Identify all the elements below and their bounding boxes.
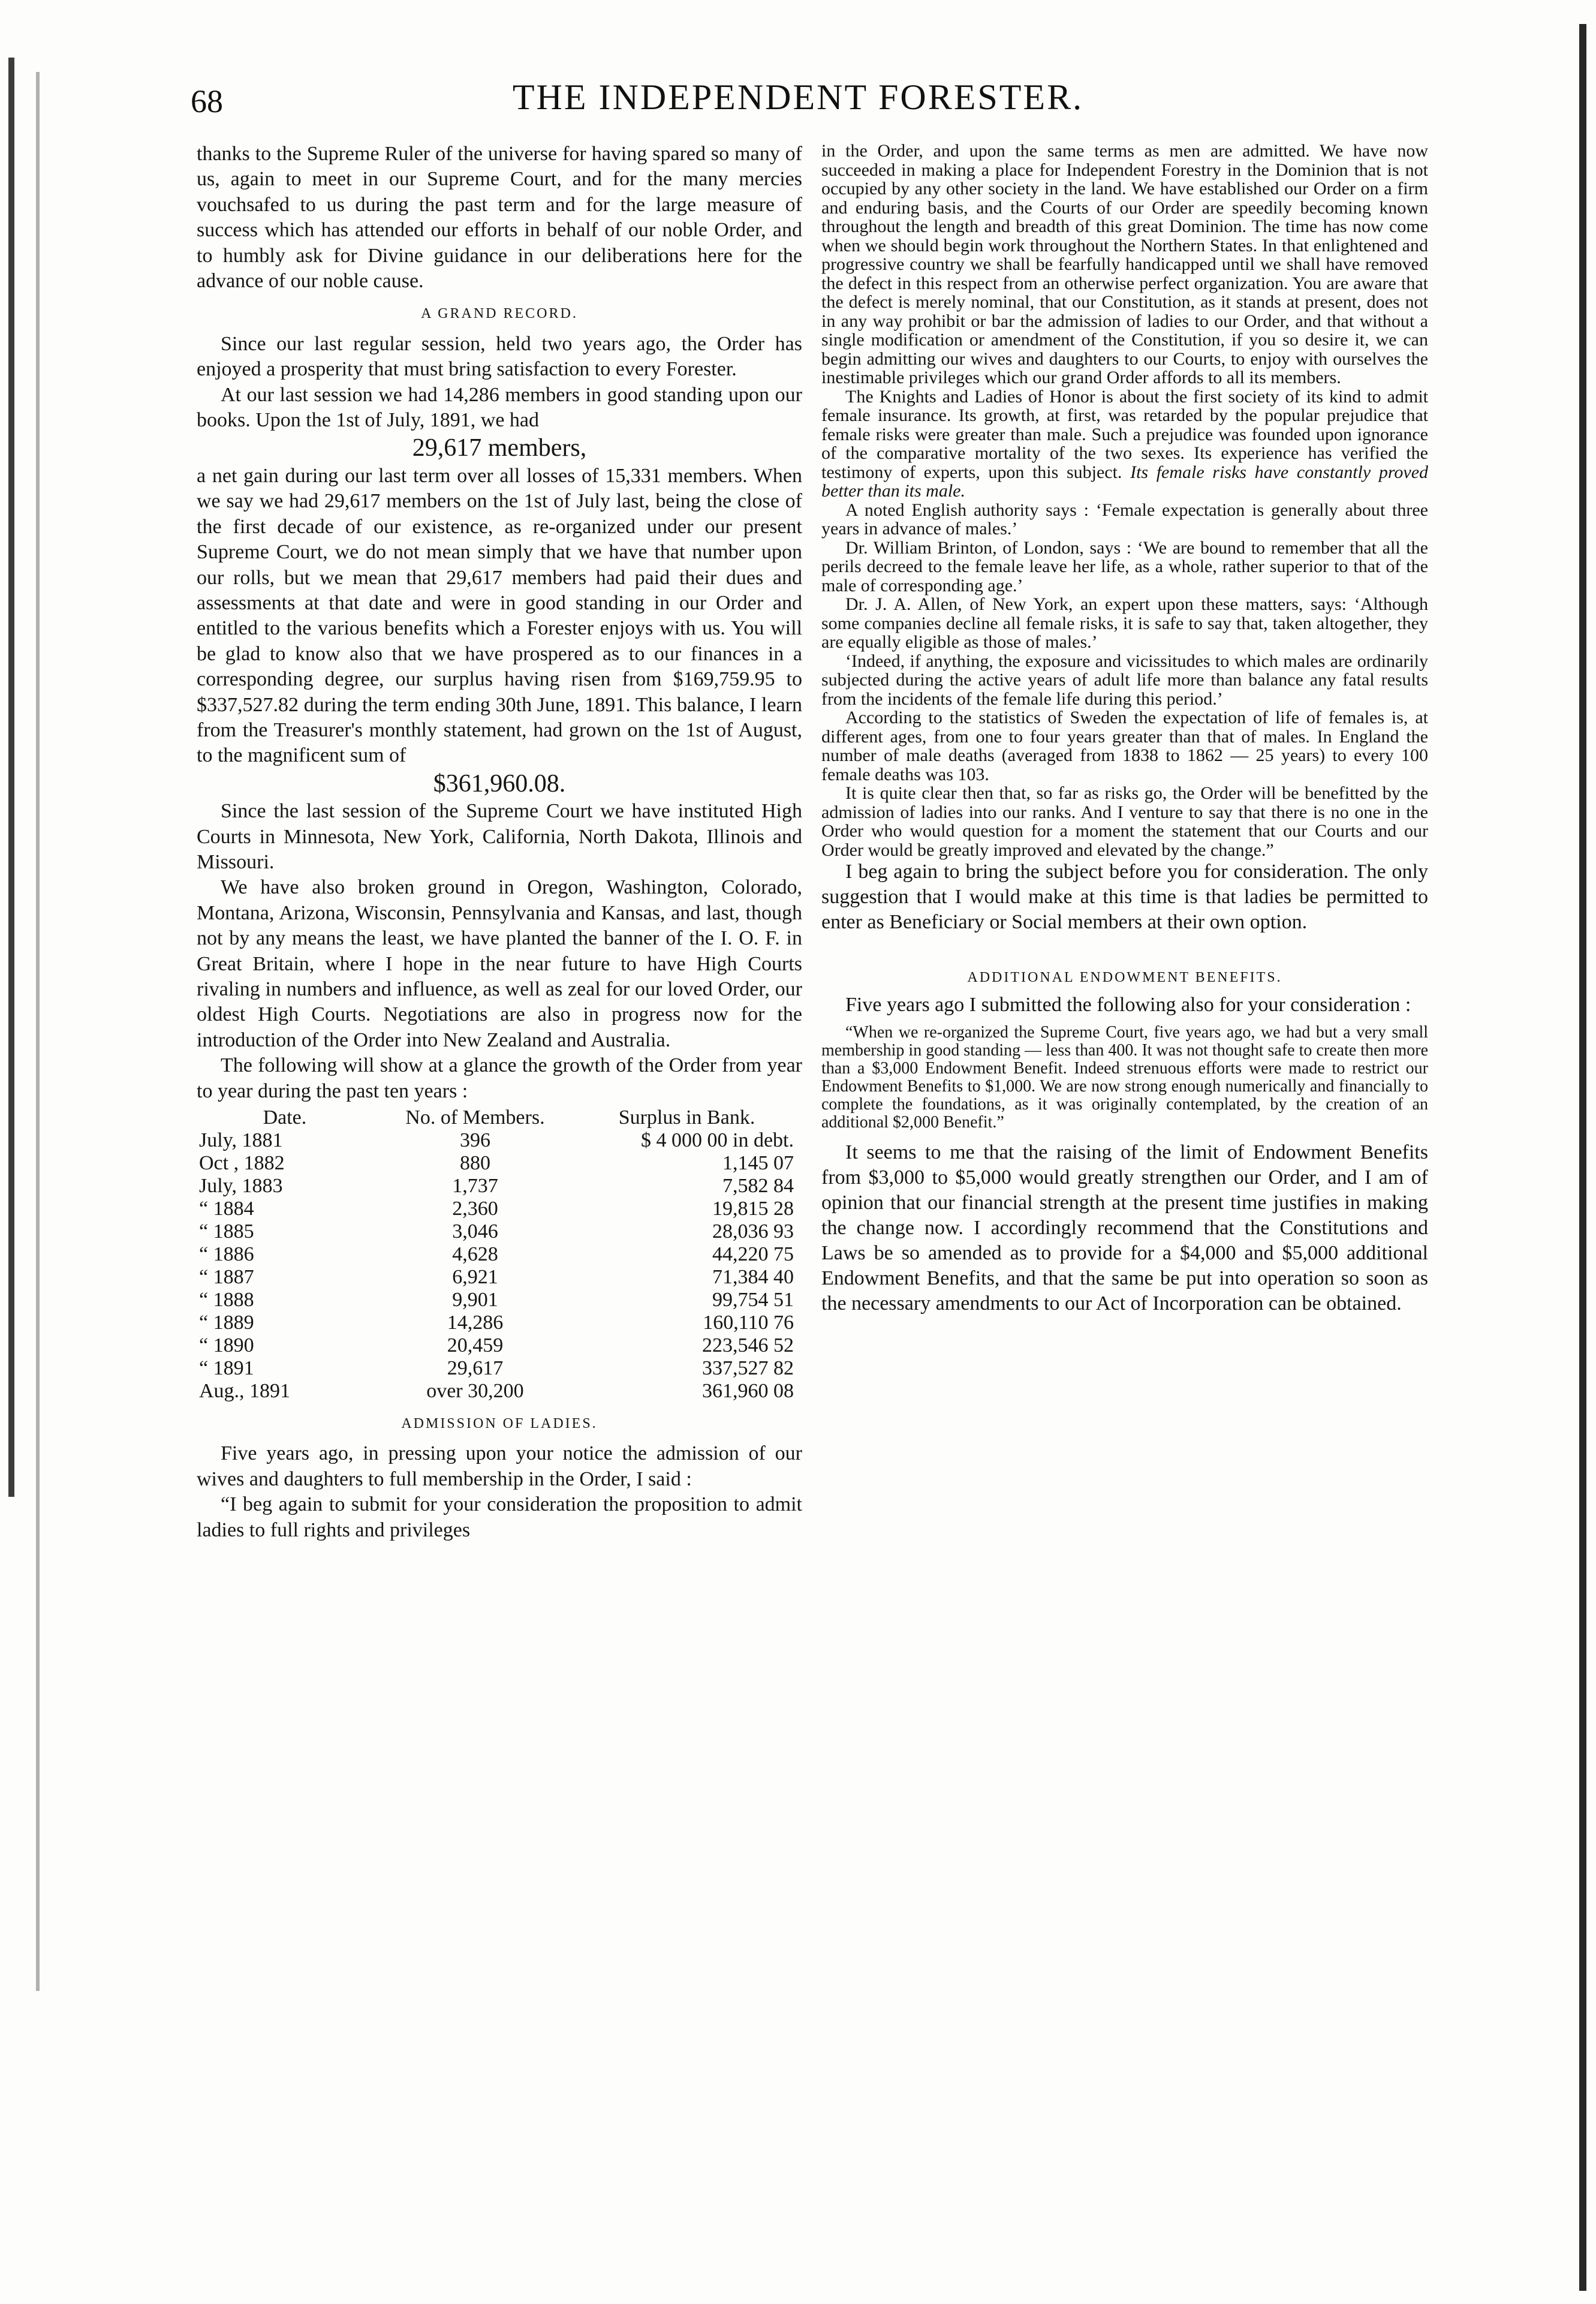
left-column <box>197 142 802 1543</box>
table-header-row <box>197 1106 796 1129</box>
table-cell-surplus: 160,110 76 <box>703 1312 794 1334</box>
table-cell-members: 2,360 <box>452 1198 498 1220</box>
table-row <box>197 1152 796 1175</box>
table-cell-members: 4,628 <box>452 1243 498 1266</box>
table-cell-date: “ 1884 <box>199 1198 254 1220</box>
table-cell-date: “ 1889 <box>199 1312 254 1334</box>
italic-statement: Its female risks have constantly proved better than its male. <box>821 462 1429 501</box>
table-cell-date: Aug., 1891 <box>199 1380 291 1403</box>
table-row <box>197 1312 796 1334</box>
running-title: THE INDEPENDENT FORESTER. <box>512 77 1084 117</box>
table-row <box>197 1289 796 1312</box>
table-row <box>197 1380 796 1403</box>
paragraph: It is quite clear then that, so far as risks go, the Order will be benefitted by the admission of ladies into our ranks. And I venture to say that there is no one in the Order who would question for a moment the statement that our Courts and our Order would be greatly improved and elevated by the change.” <box>821 783 1428 860</box>
section-heading-grand-record: A GRAND RECORD. <box>421 306 578 322</box>
binding-edge-shadow <box>8 58 14 1497</box>
paragraph: Dr. William Brinton, of London, says : ‘We are bound to remember that all the perils decreed to the female leave her life, as a whole, rather superior to that of the male of corresponding age.’ <box>821 537 1428 595</box>
binding-edge-line <box>36 72 40 1991</box>
paragraph: I beg again to bring the subject before you for consideration. The only suggestion that I would make at this time is that ladies be permitted to enter as Beneficiary or Social members at their own option. <box>821 861 1428 933</box>
table-cell-surplus: 71,384 40 <box>712 1266 794 1289</box>
paragraph-text: The Knights and Ladies of Honor is about the first society of its kind to admit female insurance. Its growth, at first, was retarded by the popular prejudice that female risks were greater than male. Such a prejudice was founded upon ignorance of the comparative mortality of the two sexes. Its experience has verified the testimony of experts, upon this subject. <box>821 386 1428 482</box>
table-cell-surplus: 223,546 52 <box>702 1334 794 1357</box>
table-header: Surplus in Bank. <box>618 1106 755 1129</box>
paragraph: ‘Indeed, if anything, the exposure and vicissitudes to which males are ordinarily subjected during the active years of adult life more than balance any fatal results from the incidents of the female life during this period.’ <box>821 651 1428 709</box>
page-edge-shadow <box>1579 24 1586 2291</box>
table-cell-date: Oct , 1882 <box>199 1152 285 1175</box>
quoted-paragraph: “When we re-organized the Supreme Court, five years ago, we had but a very small membership in good standing — less than 400. It was not thought safe to create then more than a $3,000 Endowment Benefit. Indeed strenuous efforts were made to restrict our Endowment Benefits to $1,000. We are now strong enough numerically and financially to complete the foundations, as it was originally contemplated, by the creation of an additional $2,000 Benefit.” <box>821 1022 1428 1132</box>
paragraph: thanks to the Supreme Ruler of the universe for having spared so many of us, again to meet in our Supreme Court, and for the many mercies vouchsafed to us during the past term and for the large measure of success which has attended our efforts in behalf of our noble Order, and to humbly ask for Divine guidance in our deliberations here for the advance of our noble cause. <box>197 143 802 293</box>
table-cell-members: 14,286 <box>447 1312 504 1334</box>
table-cell-surplus: 19,815 28 <box>712 1198 794 1220</box>
paragraph: It seems to me that the raising of the limit of Endowment Benefits from $3,000 to $5,000 would greatly strengthen our Order, and I am of opinion that our financial strength at the present time justifies in making the change now. I accordingly recommend that the Constitutions and Laws be so amended as to provide for a $4,000 and $5,000 additional Endowment Benefits, and that the same be put into operation so soon as the necessary amendments to our Act of Incorporation can be obtained. <box>821 1141 1428 1315</box>
table-row <box>197 1129 796 1152</box>
table-row <box>197 1175 796 1198</box>
table-cell-date: “ 1890 <box>199 1334 254 1357</box>
section-heading-endowment: ADDITIONAL ENDOWMENT BENEFITS. <box>967 970 1282 985</box>
table-cell-members: 1,737 <box>452 1175 498 1198</box>
paragraph: a net gain during our last term over all losses of 15,331 members. When we say we had 29,617 members on the 1st of July last, being the close of the first decade of our existence, as re-organized under our present Supreme Court, we do not mean simply that we have that number upon our rolls, but we mean that 29,617 members had paid their dues and assessments at that date and were in good standing in our Order and entitled to the various benefits which a Forester enjoys with us. You will be glad to know also that we have prospered as to our finances in a corresponding degree, our surplus having risen from $169,759.95 to $337,527.82 during the term ending 30th June, 1891. This balance, I learn from the Treasurer's monthly statement, had grown on the 1st of August, to the magnificent sum of <box>197 464 802 767</box>
table-cell-date: July, 1881 <box>199 1129 283 1152</box>
table-row <box>197 1357 796 1380</box>
paragraph: Since the last session of the Supreme Court we have instituted High Courts in Minnesota, New York, California, North Dakota, Illinois and Missouri. <box>197 800 802 873</box>
table-cell-surplus: 337,527 82 <box>702 1357 794 1380</box>
table-cell-date: “ 1888 <box>199 1289 254 1312</box>
table-cell-date: “ 1891 <box>199 1357 254 1380</box>
table-cell-members: 3,046 <box>452 1220 498 1243</box>
growth-table <box>197 1106 796 1403</box>
sum-highlight: $361,960.08. <box>433 769 566 798</box>
paragraph: The following will show at a glance the growth of the Order from year to year during the past ten years : <box>197 1054 802 1102</box>
table-cell-members: 9,901 <box>452 1289 498 1312</box>
table-cell-members: 29,617 <box>447 1357 504 1380</box>
table-cell-surplus: 44,220 75 <box>712 1243 794 1266</box>
paragraph: Five years ago, in pressing upon your notice the admission of our wives and daughters to full membership in the Order, I said : <box>197 1442 802 1490</box>
table-cell-surplus: 361,960 08 <box>702 1380 794 1403</box>
members-highlight: 29,617 members, <box>412 434 587 462</box>
paragraph <box>821 387 1428 501</box>
right-column <box>821 142 1428 1316</box>
table-cell-surplus: 99,754 51 <box>712 1289 794 1312</box>
table-body <box>197 1129 796 1403</box>
spacer <box>821 935 1428 961</box>
table-cell-surplus: 28,036 93 <box>712 1220 794 1243</box>
table-cell-date: July, 1883 <box>199 1175 283 1198</box>
paragraph: We have also broken ground in Oregon, Washington, Colorado, Montana, Arizona, Wisconsin, Pennsylvania and Kansas, and last, though not by any means the least, we have planted the banner of the I. O. F. in Great Britain, where I hope in the near future to have High Courts rivaling in numbers and influence, as well as zeal for our loved Order, our oldest High Courts. Negotiations are also in progress now for the introduction of the Order into New Zealand and Australia. <box>197 876 802 1051</box>
table-cell-members: 396 <box>459 1129 490 1152</box>
table-cell-date: “ 1886 <box>199 1243 254 1266</box>
table-cell-members: 880 <box>459 1152 490 1175</box>
table-cell-surplus: 7,582 84 <box>722 1175 794 1198</box>
table-row <box>197 1334 796 1357</box>
table-cell-surplus: 1,145 07 <box>722 1152 794 1175</box>
table-row <box>197 1198 796 1220</box>
table-row <box>197 1220 796 1243</box>
table-cell-members: 20,459 <box>447 1334 504 1357</box>
paragraph: “I beg again to submit for your consideration the proposition to admit ladies to full rights and privileges <box>197 1493 802 1541</box>
table-header: Date. <box>263 1106 307 1129</box>
section-heading-admission: ADMISSION OF LADIES. <box>401 1416 598 1432</box>
table-header: No. of Members. <box>405 1106 545 1129</box>
paragraph: At our last session we had 14,286 members in good standing upon our books. Upon the 1st of July, 1891, we had <box>197 383 802 432</box>
paragraph: Five years ago I submitted the following also for your consideration : <box>845 993 1411 1016</box>
table-cell-date: “ 1887 <box>199 1266 254 1289</box>
paragraph: A noted English authority says : ‘Female expectation is generally about three years in advance of males.’ <box>821 500 1428 539</box>
page-number: 68 <box>191 83 223 119</box>
paragraph: Dr. J. A. Allen, of New York, an expert upon these matters, says: ‘Although some companies decline all female risks, it is safe to say that, taken altogether, they are equally eligible as those of males.’ <box>821 594 1428 652</box>
paragraph: Since our last regular session, held two years ago, the Order has enjoyed a prosperity that must bring satisfaction to every Forester. <box>197 332 802 381</box>
table-cell-surplus: $ 4 000 00 in debt. <box>641 1129 794 1152</box>
table-cell-members: 6,921 <box>452 1266 498 1289</box>
table-cell-date: “ 1885 <box>199 1220 254 1243</box>
table-row <box>197 1243 796 1266</box>
paragraph: According to the statistics of Sweden the expectation of life of females is, at different ages, from one to four years greater than that of males. In England the number of male deaths (averaged from 1838 to 1862 — 25 years) to every 100 female deaths was 103. <box>821 708 1428 784</box>
paragraph: in the Order, and upon the same terms as men are admitted. We have now succeeded in making a place for Independent Forestry in the Dominion that is not occupied by any other society in the land. We have established our Order on a firm and enduring basis, and the Courts of our Order are speedily becoming known throughout the length and breadth of this great Dominion. The time has now come when we should begin work throughout the Northern States. In that enlightened and progressive country we shall be fearfully handicapped until we shall have removed the defect in this respect from an otherwise perfect organization. You are aware that the defect is merely nominal, that our Constitution, as it stands at present, does not in any way prohibit or bar the admission of ladies to our Order, and that without a single modification or amendment of the Constitution, if you so desire it, we can begin admitting our wives and daughters to our Courts, to enjoy with ourselves the inestimable privileges which our grand Order affords to all its members. <box>821 141 1428 387</box>
table-row <box>197 1266 796 1289</box>
table-cell-members: over 30,200 <box>426 1380 524 1403</box>
